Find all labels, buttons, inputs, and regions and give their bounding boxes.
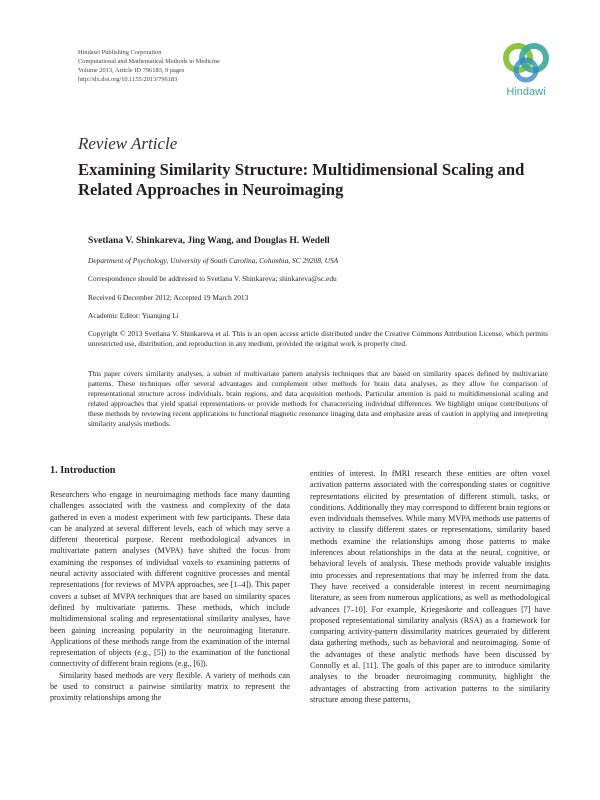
hindawi-logo [496, 40, 556, 102]
journal-name-line: Computational and Mathematical Methods in Medicine [78, 58, 220, 65]
affiliation: Department of Psychology, University of South Carolina, Columbia, SC 29208, USA [88, 256, 339, 265]
authors: Svetlana V. Shinkareva, Jing Wang, and Douglas H. Wedell [88, 235, 330, 246]
section-heading: 1. Introduction [50, 465, 116, 476]
volume-line: Volume 2013, Article ID 796183, 9 pages [78, 67, 185, 74]
abstract: This paper covers similarity analyses, a subset of multivariate pattern analysis techniques that are based on similarity spaces defined by multivariate patterns. These techniques offer several advantages and complement other methods for brain data analyses, as they allow for comparison of representational structure across individuals, brain regions, and data acquisition methods. Particular attention is paid to multidimensional scaling and related approaches that yield spatial representations or provide methods for characterizing individual differences. We highlight unique contributions of these methods by reviewing recent applications to functional magnetic resonance imaging data and emphasize areas of caution in applying and interpreting similarity analysis methods. [88, 369, 548, 428]
body-column-left [50, 489, 290, 704]
received-accepted-dates: Received 6 December 2012; Accepted 19 March 2013 [88, 293, 249, 302]
copyright-notice: Copyright © 2013 Svetlana V. Shinkareva et al. This is an open access article distributed under the Creative Commons Attribution License, which permits unrestricted use, distribution, and reproduction in any medium, provided the original work is properly cited. [88, 329, 548, 348]
paragraph: entities of interest. In fMRI research these entities are often voxel activation patterns associated with the corresponding states or cognitive representations elicited by presentation of different stimuli, tasks, or conditions. Additionally they may correspond to different brain regions or even individuals themselves. While many MVPA methods use patterns of activity to classify different states or representations, similarity based methods examine the relationships among those patterns to make inferences about relationships in the data at the neural, cognitive, or behavioral levels of analysis. These methods provide valuable insights into processes and representations that may be inferred from the data. They have received a considerable interest in recent neuroimaging literature, as seen from numerous applications, as well as methodological advances [7–10]. For example, Kriegeskorte and colleagues [7] have proposed representational similarity analysis (RSA) as a framework for comparing activity-pattern dissimilarity matrices generated by different data gathering methods, such as behavioral and neuroimaging. Some of the advantages of these analytic methods have been discussed by Connolly et al. [11]. The goals of this paper are to introduce similarity analyses to the broader neuroimaging community, highlight the advantages of abstracting from activation patterns to the similarity structure among these patterns, [310, 469, 550, 704]
article-type: Review Article [78, 134, 178, 153]
journal-header [78, 48, 220, 84]
body-column-right [310, 468, 550, 705]
doi-link[interactable]: http://dx.doi.org/10.1155/2013/796183 [78, 76, 178, 83]
hindawi-logo-icon [496, 40, 556, 86]
academic-editor: Academic Editor: Yuanqing Li [88, 311, 179, 320]
paragraph: Researchers who engage in neuroimaging methods face many daunting challenges associated with the vastness and complexity of the data gathered in even a modest experiment with few participants. These data can be analyzed at several different levels, each of which may serve a different theoretical purpose. Recent methodological advances in multivariate pattern analyses (MVPA) have shifted the focus from examining the responses of individual voxels to examining patterns of neural activity associated with different cognitive processes and mental representations (for reviews of MVPA approaches, see [1–4]). This paper covers a subset of MVPA techniques that are based on similarity spaces defined by multivariate patterns. These methods, which include multidimensional scaling and representational similarity analyses, have been gaining increasing popularity in the neuroimaging literature. Applications of these methods range from the examination of the internal representation of objects (e.g., [5]) to the examination of the functional connectivity of different brain regions (e.g., [6]). [50, 490, 290, 669]
hindawi-logo-text: Hindawi [506, 86, 546, 98]
publisher-line: Hindawi Publishing Corporation [78, 49, 162, 56]
article-title: Examining Similarity Structure: Multidimensional Scaling and Related Approaches in Neuroimaging [78, 160, 525, 199]
paragraph: Similarity based methods are very flexible. A variety of methods can be used to construct a pairwise similarity matrix to represent the proximity relationships among the [50, 670, 290, 703]
correspondence: Correspondence should be addressed to Svetlana V. Shinkareva; shinkareva@sc.edu [88, 274, 337, 283]
